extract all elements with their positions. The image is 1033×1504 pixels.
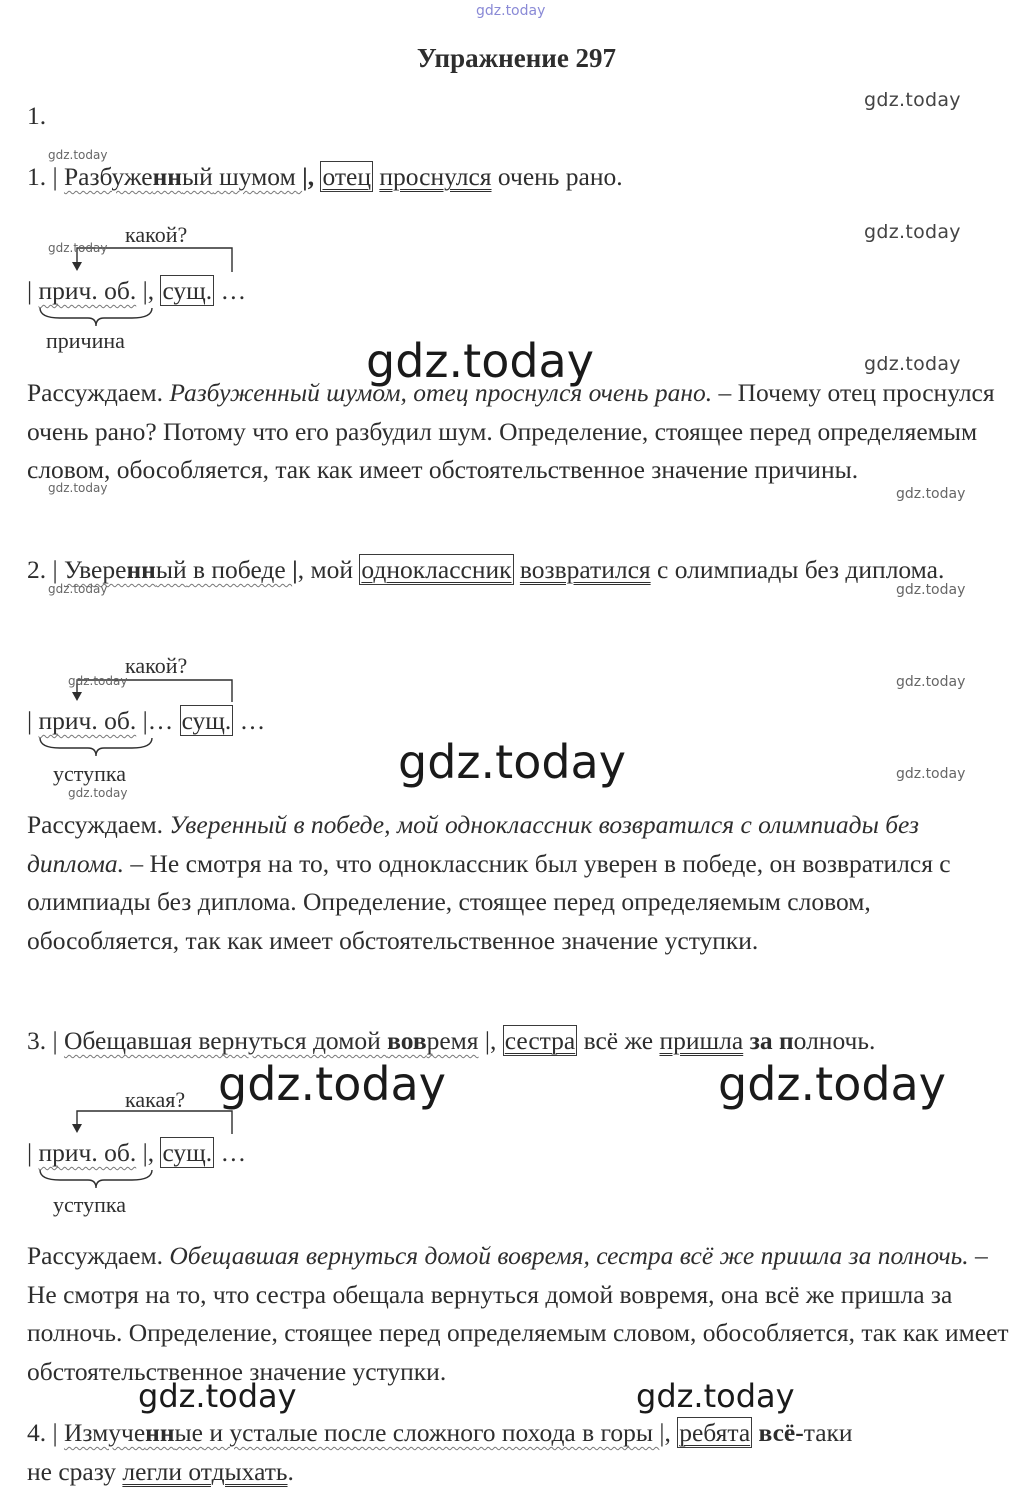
subject-2: одноклассник: [361, 555, 512, 584]
reasoning-1: Рассуждаем. Разбуженный шумом, отец проснулся очень рано. – Почему отец проснулся очень рано? Потому что его разбудил шум. Определение, стоящее перед определяемым словом, обособляется, так как имеет обстоятельственное значение причины.: [27, 378, 995, 484]
scheme-3-arrow: [72, 1111, 232, 1134]
watermark: gdz.today: [896, 766, 966, 782]
scheme-1-participle: прич. об.: [38, 276, 137, 305]
watermark: gdz.today: [68, 786, 128, 800]
watermark: gdz.today: [218, 1057, 446, 1111]
participle-phrase-3: Обещавшая вернуться домой вовремя: [63, 1026, 479, 1055]
watermark: gdz.today: [48, 241, 108, 255]
sentence-4: 4. | Измученные и усталые после сложного похода в горы |, ребята всё-таки: [27, 1418, 853, 1447]
exercise-title: Упражнение 297: [416, 43, 617, 73]
watermark-top: gdz.today: [476, 3, 546, 19]
subject-1: отец: [322, 162, 371, 191]
watermark: gdz.today: [138, 1377, 297, 1415]
predicate-2: возвратился: [519, 555, 651, 584]
predicate-3: пришла: [659, 1026, 744, 1055]
subject-3: сестра: [504, 1026, 576, 1055]
watermark: gdz.today: [718, 1057, 946, 1111]
scheme-2-meaning: уступка: [53, 761, 126, 786]
scheme-1-noun: сущ.: [162, 276, 213, 305]
watermark: gdz.today: [68, 674, 128, 688]
scheme-3-noun: сущ.: [162, 1138, 213, 1167]
sentence-2: 2. | Уверенный в победе |, мой одноклассник возвратился с олимпиады без диплома.: [27, 555, 945, 584]
scheme-3-brace: [40, 1170, 152, 1188]
subject-4: ребята: [679, 1418, 751, 1447]
watermark: gdz.today: [636, 1377, 795, 1415]
predicate-4: легли отдыхать: [122, 1457, 288, 1486]
sentence-4-line2: не сразу легли отдыхать.: [27, 1457, 294, 1486]
watermark: gdz.today: [896, 582, 966, 598]
watermark: gdz.today: [366, 334, 594, 388]
scheme-2: | прич. об. |… сущ. …: [27, 706, 266, 735]
scheme-2-question: какой?: [125, 653, 188, 678]
scheme-1-brace: [40, 308, 152, 326]
watermark: gdz.today: [896, 486, 966, 502]
participle-phrase-4: Измученные и усталые после сложного похода в горы: [63, 1418, 660, 1447]
watermark: gdz.today: [398, 735, 626, 789]
reasoning-3: Рассуждаем. Обещавшая вернуться домой вовремя, сестра всё же пришла за полночь. – Не смотря на то, что сестра обещала вернуться домой вовремя, она всё же пришла за полночь. Определение, стоящее перед определяемым словом, обособляется, так как имеет обстоятельственное значение уступки.: [27, 1241, 1009, 1386]
scheme-3-question: какая?: [125, 1087, 186, 1112]
watermark: gdz.today: [864, 89, 961, 111]
sentence-3: 3. | Обещавшая вернуться домой вовремя |, сестра всё же пришла за полночь.: [27, 1026, 876, 1055]
scheme-2-noun: сущ.: [181, 706, 232, 735]
watermark: gdz.today: [48, 481, 108, 495]
scheme-1-question: какой?: [125, 222, 188, 247]
scheme-2-brace: [40, 738, 152, 756]
scheme-1-meaning: причина: [46, 328, 125, 353]
watermark: gdz.today: [864, 353, 961, 375]
watermark: gdz.today: [896, 674, 966, 690]
scheme-3-participle: прич. об.: [38, 1138, 137, 1167]
watermark: gdz.today: [48, 582, 108, 596]
watermark: gdz.today: [864, 221, 961, 243]
watermark: gdz.today: [48, 148, 108, 162]
scheme-1: | прич. об. |, сущ. …: [27, 276, 247, 305]
scheme-3-meaning: уступка: [53, 1192, 126, 1217]
participle-phrase-2: Уверенный в победе: [63, 555, 293, 584]
scheme-3: | прич. об. |, сущ. …: [27, 1138, 247, 1167]
predicate-1: проснулся: [379, 162, 492, 191]
sentence-1: 1. | Разбуженный шумом |, отец проснулся очень рано.: [27, 162, 623, 191]
scheme-2-participle: прич. об.: [38, 706, 137, 735]
participle-phrase-1: Разбуженный шумом: [63, 162, 303, 191]
item-number: 1.: [27, 101, 47, 130]
reasoning-2: Рассуждаем. Уверенный в победе, мой одноклассник возвратился с олимпиады без диплома. – Не смотря на то, что одноклассник был уверен в победе, он возвратился с олимпиады без диплома. Определение, стоящее перед определяемым словом, обособляется, так как имеет обстоятельственное значение уступки.: [27, 810, 951, 955]
